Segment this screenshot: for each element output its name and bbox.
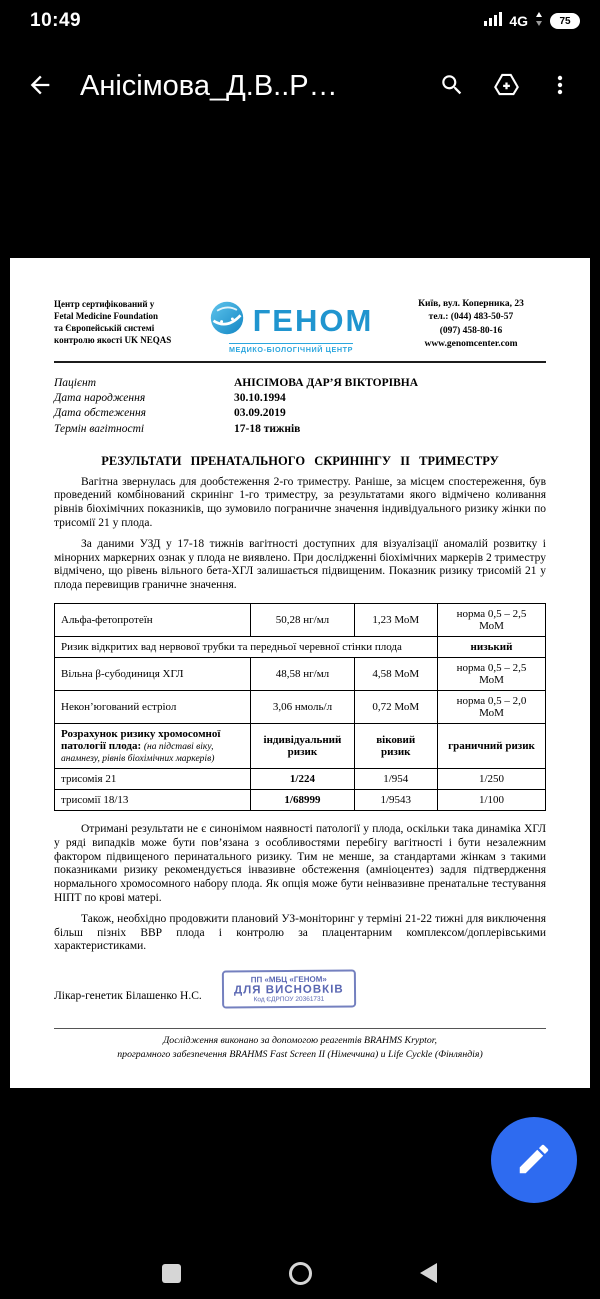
letterhead (54, 298, 546, 354)
table-cell: норма 0,5 – 2,0 МоМ (437, 691, 545, 724)
risk-header-label: Розрахунок ризику хромосомної патології плода: (61, 728, 221, 753)
recents-button[interactable] (162, 1264, 181, 1283)
cert-line: та Європейській системі (54, 323, 155, 334)
android-nav-bar (0, 1247, 600, 1299)
data-activity-icon (535, 12, 543, 31)
patient-value: АНІСІМОВА ДАР’Я ВІКТОРІВНА (234, 377, 419, 389)
table-cell: Альфа-фетопротеїн (55, 604, 251, 637)
nav-back-button[interactable] (420, 1263, 437, 1283)
back-arrow-icon (26, 71, 54, 102)
more-vert-icon (548, 73, 572, 100)
header-divider (54, 361, 546, 363)
table-cell: трисомія 21 (55, 769, 251, 790)
table-cell: 1/250 (437, 769, 545, 790)
table-cell: 1/68999 (251, 790, 354, 811)
table-cell: індивідуальний ризик (251, 724, 354, 769)
paragraph-3: Отримані результати не є синонімом наявності патології у плода, оскільки така динаміка ХГЛ у ряді випадків може бути пов’язана з особливостями перебігу вагітності і бути незалежним фактором підвищеного перинатального ризику. Тим не менше, за стандартами жінкам з такими показниками ризику рекомендується інвазивне обстеження (амніоцентез) задля підтвердження нормального хромосомного набору плода. Як опція може бути неінвазивне пренатальне тестування НІПТ по крові матері. (54, 823, 546, 905)
risk-header-note: (на підставі віку, анамнезу, рівнів біохімічних маркерів) (61, 742, 215, 765)
stamp-edrpou-code: Код ЄДРПОУ 20361731 (253, 995, 325, 1004)
clinic-contacts (396, 298, 546, 351)
patient-value: 30.10.1994 (234, 392, 286, 405)
document-scroll-area[interactable] (0, 130, 600, 1247)
table-cell: трисомії 18/13 (55, 790, 251, 811)
table-row (55, 604, 546, 637)
signal-bars-icon (484, 12, 502, 31)
table-cell: норма 0,5 – 2,5 МоМ (437, 658, 545, 691)
document-footer (54, 1028, 546, 1061)
table-cell: граничний ризик (437, 724, 545, 769)
table-cell: Вільна β-субодиниця ХГЛ (55, 658, 251, 691)
document-title: Анісімова_Д.В..Р… (80, 69, 338, 102)
table-cell: 4,58 МоМ (354, 658, 437, 691)
clinic-name: ГЕНОМ (252, 302, 374, 338)
table-cell: 48,58 нг/мл (251, 658, 354, 691)
app-bar (0, 42, 600, 130)
patient-row (54, 376, 546, 391)
table-cell: Ризик відкритих вад нервової трубки та передньої черевної стінки плода (55, 637, 438, 658)
home-circle-icon (289, 1262, 312, 1285)
patient-label: Термін вагітності (54, 422, 145, 435)
table-cell: 50,28 нг/мл (251, 604, 354, 637)
footer-line: програмного забезпечення BRAHMS Fast Screen II (Німеччина) и Life Cyckle (Фінляндія) (117, 1048, 483, 1060)
results-table (54, 603, 546, 811)
clinic-subtitle: МЕДИКО-БІОЛОГІЧНИЙ ЦЕНТР (228, 345, 354, 354)
patient-value: 17-18 тижнів (234, 422, 301, 435)
overflow-menu-button[interactable] (536, 62, 584, 110)
table-cell: низький (437, 637, 545, 658)
home-button[interactable] (289, 1262, 312, 1285)
table-row (55, 691, 546, 724)
drive-add-icon (493, 71, 520, 101)
table-cell: 1/954 (354, 769, 437, 790)
paragraph-1: Вагітна звернулась для дообстеження 2-го триместру. Раніше, за місцем спостереження, був проведений комбінований скринінг 1-го триместру, за результатами якого відмічено коливання рівнів біохімічних показників, що зумовило пограничне значення індивідуального ризику жінки по трисомії 21 у плода. (54, 475, 546, 530)
patient-row (54, 391, 546, 406)
patient-label: Дата обстеження (54, 407, 146, 420)
table-cell: 1/9543 (354, 790, 437, 811)
clinic-stamp (222, 970, 356, 1009)
edit-fab-button[interactable] (491, 1117, 577, 1203)
contact-line: Київ, вул. Коперника, 23 (418, 299, 524, 309)
paragraph-2: За даними УЗД у 17-18 тижнів вагітності доступних для візуалізації аномалій розвитку і мінорних маркерних ознак у плода не виявлено. При дослідженні біохімічних маркерів 2 триместру відмічено, що рівень вільного бета-ХГЛ залишається підвищеним. Показник ризику трисомій 21 у плода перевищив граничне значення. (54, 537, 546, 592)
recents-square-icon (162, 1264, 181, 1283)
pencil-icon (515, 1140, 553, 1181)
contact-line: (097) 458-80-16 (439, 325, 503, 336)
clinic-logo (209, 300, 374, 354)
add-to-drive-button[interactable] (482, 62, 530, 110)
clinic-website: www.genomcenter.com (424, 338, 518, 349)
patient-row (54, 406, 546, 421)
status-bar (0, 0, 600, 42)
patient-label: Дата народження (54, 392, 146, 405)
table-cell: 3,06 нмоль/л (251, 691, 354, 724)
table-cell: 1/100 (437, 790, 545, 811)
stamp-org-name: ПП «МБЦ «ГЕНОМ» (250, 974, 327, 985)
back-button[interactable] (16, 62, 64, 110)
table-cell: 0,72 МоМ (354, 691, 437, 724)
table-cell: норма 0,5 – 2,5 МоМ (437, 604, 545, 637)
patient-row (54, 422, 546, 437)
network-type-label: 4G (509, 13, 528, 29)
signature-block (54, 974, 546, 1008)
cert-line: Центр сертифікований у (54, 299, 155, 309)
patient-value: 03.09.2019 (234, 407, 286, 420)
stamp-purpose: ДЛЯ ВИСНОВКІВ (233, 983, 344, 997)
doctor-name: Лікар-генетик Білашенко Н.С. (54, 990, 202, 1003)
table-row (55, 769, 546, 790)
table-row (55, 658, 546, 691)
battery-indicator: 75 (550, 13, 580, 29)
cert-line: Fetal Medicine Foundation (54, 311, 158, 322)
report-title: РЕЗУЛЬТАТИ ПРЕНАТАЛЬНОГО СКРИНІНГУ II ТРИМЕСТРУ (101, 453, 499, 468)
document-page (10, 258, 590, 1088)
genom-logo-icon (209, 300, 245, 341)
table-cell (55, 724, 251, 769)
table-row (55, 790, 546, 811)
search-button[interactable] (428, 62, 476, 110)
table-row (55, 637, 546, 658)
patient-info (54, 376, 546, 437)
clock: 10:49 (30, 10, 82, 31)
patient-label: Пацієнт (54, 377, 97, 389)
table-cell: 1/224 (251, 769, 354, 790)
table-row (55, 724, 546, 769)
table-cell: Некон’югований естріол (55, 691, 251, 724)
search-icon (439, 72, 465, 101)
footer-line: Дослідження виконано за допомогою реагентів BRAHMS Kryptor, (163, 1035, 437, 1047)
contact-line: тел.: (044) 483-50-57 (428, 312, 514, 323)
table-cell: віковий ризик (354, 724, 437, 769)
back-triangle-icon (420, 1263, 437, 1283)
certification-text (54, 298, 186, 347)
table-cell: 1,23 МоМ (354, 604, 437, 637)
paragraph-4: Також, необхідно продовжити плановий УЗ-моніторинг у терміні 21-22 тижні для виключення більш пізніх ВВР плода і контролю за плацентарним комплексом/доплерівськими характеристиками. (54, 912, 546, 953)
cert-line: контролю якості UK NEQAS (54, 335, 172, 346)
